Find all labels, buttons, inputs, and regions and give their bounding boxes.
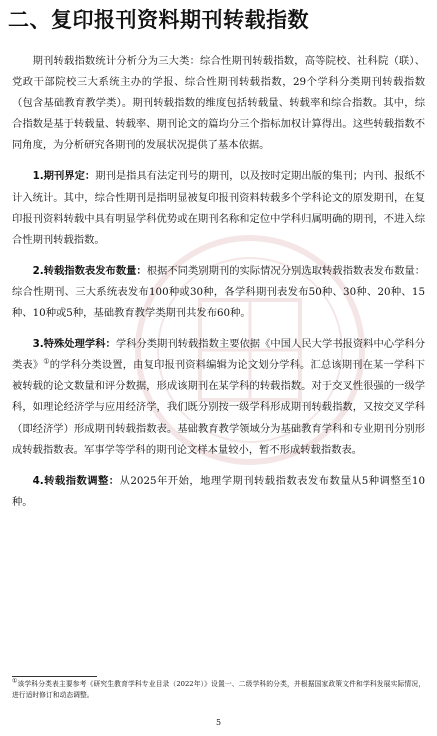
paragraph-label: 4.转载指数调整： bbox=[32, 474, 120, 487]
paragraph-text: 期刊是指具有法定刊号的期刊，以及按时定期出版的集刊；内刊、报纸不计入统计。其中，综合性期刊是指明显被复印报刊资料转载多个学科论文的原发期刊，在复印报刊资料转载中具有明显学科优势或在期刊名称和定位中学科归属明确的期刊，不进入综合性期刊转载指数。 bbox=[12, 170, 426, 246]
section-heading: 二、复印报刊资料期刊转载指数 bbox=[8, 8, 309, 32]
paragraph-text: 的学科分类设置，由复印报刊资料编辑为论文划分学科。汇总该期刊在某一学科下被转载的论文数量和评分数据，形成该期刊在某学科的转载指数。对于交叉性很强的一级学科，如理论经济学与应用经济学，我们既分别按一级学科形成期刊转载指数，又按交叉学科（即经济学）形成期刊转载指数表。基础教育教学领域分为基础教育学科和专业期刊分别形成转载指数表。军事学等学科的期刊论文样本量较小，暂不形成转载指数表。 bbox=[12, 359, 426, 456]
paragraph-text: 根据不同类别期刊的实际情况分别选取转载指数表发布数量：综合性期刊、三大系统表发布100种或30种，各学科期刊表发布50种、30种、20种、15种、10种或5种，基础教育教学类期刊共发布60种。 bbox=[12, 264, 426, 320]
paragraph-index-adjustment bbox=[12, 471, 425, 513]
paragraph-period-definition bbox=[12, 166, 425, 250]
footnote-divider bbox=[12, 676, 97, 677]
paragraph-label: 3.特殊处理学科： bbox=[32, 338, 116, 351]
paragraph-special-subjects bbox=[12, 334, 425, 461]
footnote-text: 该学科分类表主要参考《研究生教育学科专业目录（2022年）》设置一、二级学科的分类，并根据国家政策文件和学科发展实际情况，进行适时修订和动态调整。 bbox=[12, 680, 425, 699]
paragraph-label: 1.期刊界定： bbox=[32, 170, 96, 183]
intro-paragraph: 期刊转载指数统计分析分为三大类：综合性期刊转载指数，高等院校、社科院（联）、党政干部院校三大系统主办的学报、综合性期刊转载指数，29个学科分类期刊转载指数（包含基础教育教学类）。期刊转载指数的维度包括转载量、转载率和综合指数。其中，综合指数是基于转载量、转载率、期刊论文的篇均分三个指标加权计算得出。这些转载指数不同角度，为分析研究各期刊的发展状况提供了基本依据。 bbox=[12, 55, 425, 152]
page-number: 5 bbox=[215, 718, 222, 727]
footnote-reference[interactable]: ① bbox=[43, 357, 50, 366]
paragraph-text: 从2025年开始，地理学期刊转载指数表发布数量从5种调整至10种。 bbox=[12, 474, 425, 508]
paragraph-text: 学科分类期刊转载指数主要依据《中国人民大学书报资料中心学科分类表》 bbox=[12, 338, 426, 372]
footnote bbox=[12, 679, 425, 701]
paragraph-publication-count bbox=[12, 261, 425, 324]
footnote-mark: ① bbox=[12, 677, 18, 685]
paragraph-label: 2.转载指数表发布数量： bbox=[32, 264, 147, 277]
body-text bbox=[12, 51, 425, 513]
